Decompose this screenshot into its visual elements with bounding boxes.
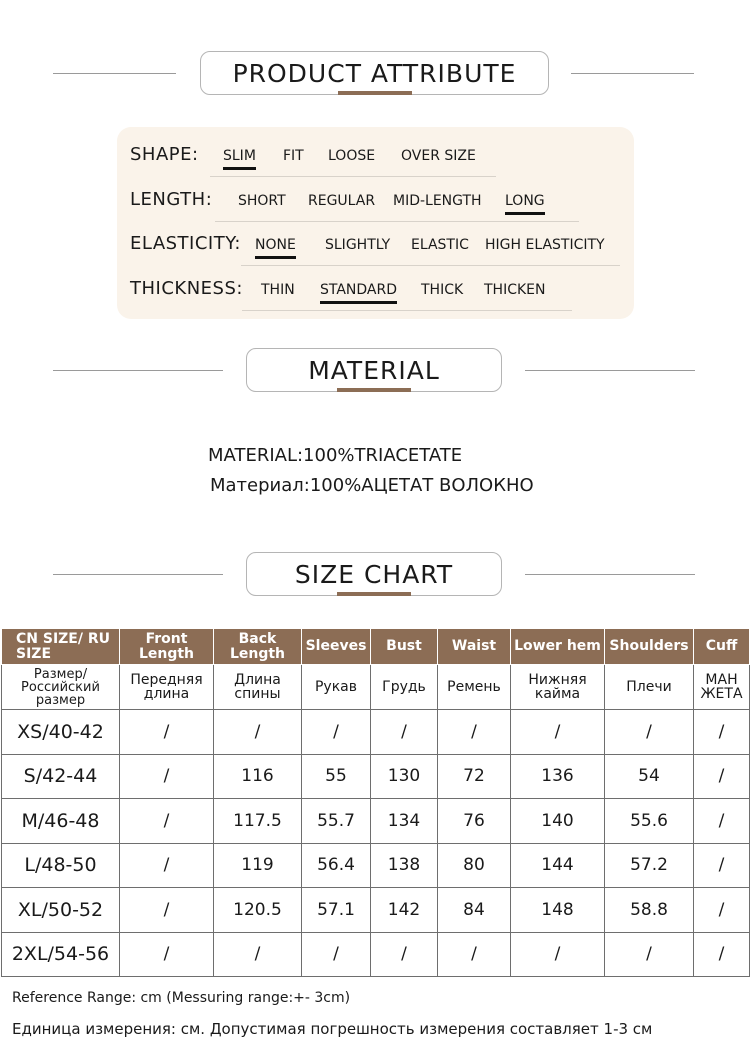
attr-label: THICKNESS: [130,278,243,299]
table-row [2,888,750,933]
value-cell: / [438,932,511,977]
attr-row-length [117,189,634,219]
size-cell: M/46-48 [2,799,120,844]
value-cell: / [694,888,750,933]
table-header-en [2,629,750,665]
value-cell: / [214,710,302,755]
attr-label: LENGTH: [130,189,213,210]
divider-right [571,73,694,74]
value-cell: / [694,799,750,844]
header-ru-cell: Рукав [302,665,371,710]
value-cell: / [120,932,214,977]
attr-option: THIN [261,282,295,298]
attr-option: ELASTIC [411,237,469,253]
attr-option: REGULAR [308,193,376,209]
header-cell: Front Length [120,629,214,665]
attr-label: ELASTICITY: [130,233,241,254]
section-header-size-chart [0,552,750,598]
attr-option: THICKEN [484,282,546,298]
header-ru-cell: Передняя длина [120,665,214,710]
divider-left [53,73,176,74]
header-cell: Waist [438,629,511,665]
material-en-label: MATERIAL: [208,445,304,466]
table-row [2,932,750,977]
header-ru-cell: Плечи [605,665,694,710]
divider-right [525,574,695,575]
value-cell: / [214,932,302,977]
attr-underline [241,265,620,266]
value-cell: 55 [302,754,371,799]
value-cell: 54 [605,754,694,799]
size-cell: S/42-44 [2,754,120,799]
value-cell: / [694,932,750,977]
value-cell: 76 [438,799,511,844]
value-cell: 138 [371,843,438,888]
value-cell: 144 [511,843,605,888]
value-cell: 58.8 [605,888,694,933]
header-cell: Back Length [214,629,302,665]
value-cell: 120.5 [214,888,302,933]
section-title-pill [246,348,502,392]
size-cell: L/48-50 [2,843,120,888]
header-cell: Lower hem [511,629,605,665]
size-cell: XS/40-42 [2,710,120,755]
value-cell: / [605,710,694,755]
attr-option-selected: LONG [505,193,545,209]
attr-option: OVER SIZE [401,148,476,164]
material-ru [210,475,534,496]
divider-right [525,370,695,371]
size-chart-table [1,628,750,977]
reference-range-ru: Единица измерения: см. Допустимая погрешность измерения составляет 1-3 см [12,1020,653,1038]
header-cell: Cuff [694,629,750,665]
attr-option: SLIGHTLY [325,237,391,253]
value-cell: 119 [214,843,302,888]
table-header-ru [2,665,750,710]
material-en-value: 100%TRIACETATE [303,445,463,466]
attr-underline [210,176,496,177]
value-cell: 140 [511,799,605,844]
attr-option: THICK [421,282,464,298]
value-cell: 142 [371,888,438,933]
section-header-material [0,348,750,394]
attr-row-shape [117,144,634,174]
value-cell: 117.5 [214,799,302,844]
size-cell: XL/50-52 [2,888,120,933]
value-cell: / [511,710,605,755]
value-cell: 116 [214,754,302,799]
value-cell: / [694,843,750,888]
attr-row-elasticity [117,233,634,263]
material-ru-label: Материал: [210,475,310,496]
attr-option: HIGH ELASTICITY [485,237,605,253]
attr-option: FIT [283,148,304,164]
table-row [2,799,750,844]
section-title: PRODUCT ATTRIBUTE [232,58,517,88]
material-ru-value: 100%АЦЕТАТ ВОЛОКНО [309,475,534,496]
divider-left [53,370,223,371]
header-cell: Shoulders [605,629,694,665]
value-cell: 56.4 [302,843,371,888]
material-en [208,445,462,466]
attr-option: SHORT [238,193,286,209]
value-cell: 130 [371,754,438,799]
table-row [2,710,750,755]
header-cell: CN SIZE/ RU SIZE [2,629,120,665]
section-title: SIZE CHART [294,559,454,589]
section-title-pill [246,552,502,596]
title-accent-bar [338,91,412,95]
table-row [2,843,750,888]
attr-option-selected: STANDARD [320,282,398,298]
header-cell: Bust [371,629,438,665]
value-cell: 84 [438,888,511,933]
value-cell: / [120,754,214,799]
value-cell: / [302,932,371,977]
product-attribute-box [117,127,634,319]
value-cell: / [371,710,438,755]
attr-underline [242,310,572,311]
header-ru-cell: Размер/ Российский размер [2,665,120,710]
value-cell: / [694,710,750,755]
title-accent-bar [337,592,411,596]
attr-option-selected: SLIM [223,148,256,164]
size-cell: 2XL/54-56 [2,932,120,977]
header-ru-cell: Длина спины [214,665,302,710]
attr-row-thickness [117,278,634,308]
value-cell: 148 [511,888,605,933]
value-cell: / [511,932,605,977]
value-cell: / [120,710,214,755]
section-title-pill [200,51,549,95]
value-cell: 136 [511,754,605,799]
value-cell: / [302,710,371,755]
attr-label: SHAPE: [130,144,199,165]
header-ru-cell: Нижняя кайма [511,665,605,710]
divider-left [53,574,223,575]
attr-underline [215,221,579,222]
header-ru-cell: Ремень [438,665,511,710]
value-cell: 72 [438,754,511,799]
table-row [2,754,750,799]
value-cell: 55.6 [605,799,694,844]
reference-range-en: Reference Range: cm (Messuring range:+- 3cm) [12,990,351,1006]
header-cell: Sleeves [302,629,371,665]
title-accent-bar [337,388,411,392]
value-cell: / [605,932,694,977]
value-cell: 55.7 [302,799,371,844]
header-ru-cell: Грудь [371,665,438,710]
value-cell: / [120,888,214,933]
value-cell: / [120,843,214,888]
section-title: MATERIAL [308,355,440,385]
value-cell: 80 [438,843,511,888]
value-cell: / [120,799,214,844]
value-cell: / [694,754,750,799]
value-cell: 57.2 [605,843,694,888]
value-cell: / [438,710,511,755]
header-ru-cell: МАН ЖЕТА [694,665,750,710]
value-cell: / [371,932,438,977]
value-cell: 134 [371,799,438,844]
attr-option-selected: NONE [255,237,296,253]
section-header-product-attribute [0,51,750,97]
attr-option: MID-LENGTH [393,193,482,209]
attr-option: LOOSE [328,148,376,164]
value-cell: 57.1 [302,888,371,933]
